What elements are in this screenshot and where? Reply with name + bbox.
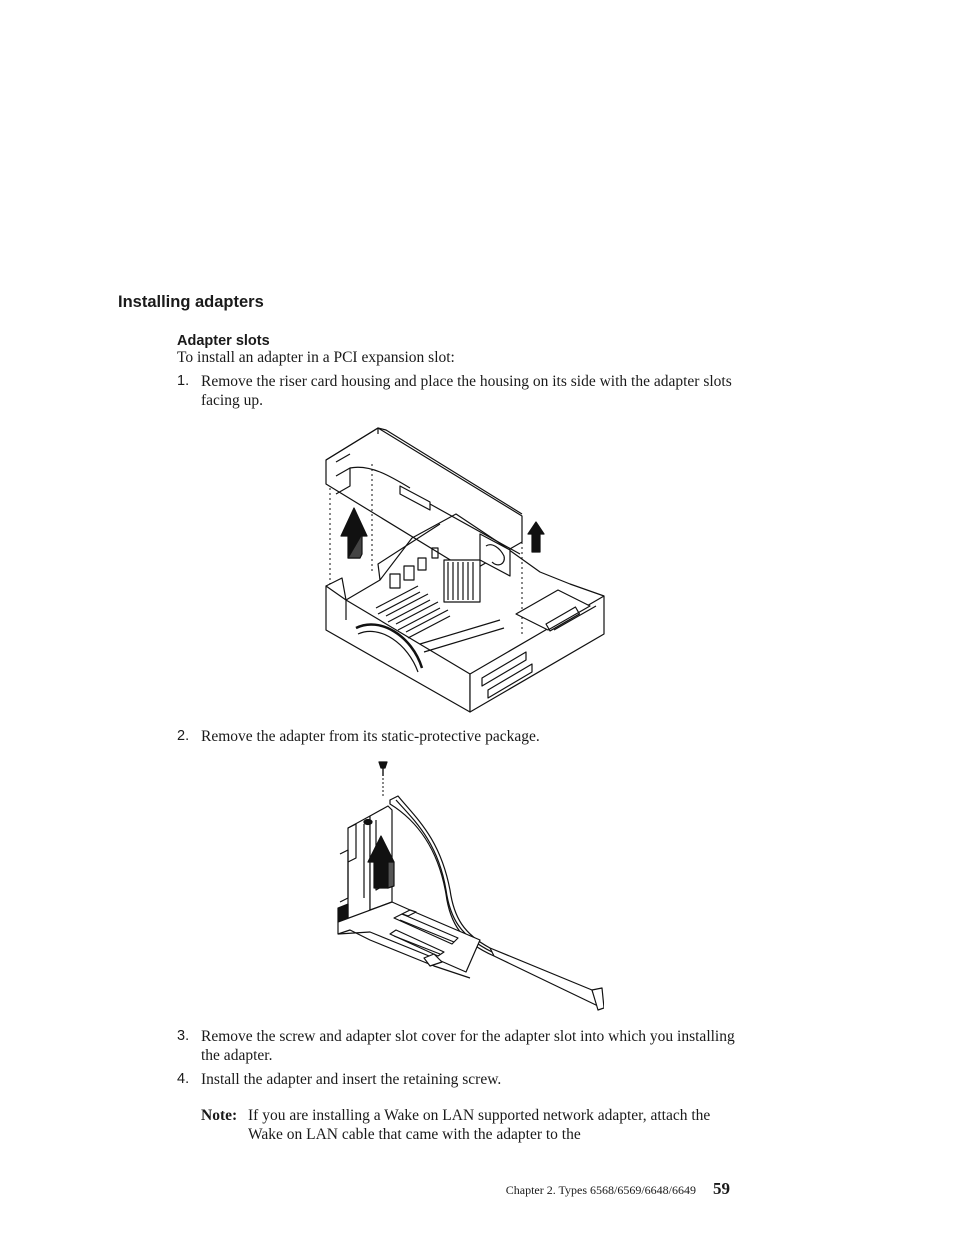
step-text: Remove the riser card housing and place the housing on its side with the adapter slots facing up. [201, 373, 732, 409]
section-heading: Installing adapters [118, 293, 264, 311]
step-number: 4. [177, 1071, 190, 1087]
step-text: Install the adapter and insert the retaining screw. [201, 1071, 502, 1088]
footer-chapter: Chapter 2. Types 6568/6569/6648/6649 [505, 1183, 696, 1197]
note-label: Note: [201, 1107, 238, 1124]
note-block [201, 1106, 721, 1144]
step-text: Remove the screw and adapter slot cover for the adapter slot into which you installing the adapter. [201, 1028, 735, 1064]
step-4 [177, 1070, 737, 1089]
step-number: 2. [177, 728, 190, 744]
step-1 [177, 372, 737, 410]
subsection-heading: Adapter slots [177, 333, 270, 349]
riser-card-adapter-slot-illustration [330, 758, 604, 1018]
step-number: 3. [177, 1028, 190, 1044]
note-text: If you are installing a Wake on LAN supported network adapter, attach the Wake on LAN cable that came with the adapter to the [248, 1107, 711, 1143]
computer-riser-housing-illustration [320, 424, 610, 716]
step-text: Remove the adapter from its static-protective package. [201, 728, 540, 745]
step-number: 1. [177, 373, 190, 389]
intro-text: To install an adapter in a PCI expansion slot: [177, 349, 455, 366]
step-3 [177, 1027, 737, 1065]
step-2 [177, 727, 737, 746]
page-number: 59 [713, 1179, 730, 1198]
